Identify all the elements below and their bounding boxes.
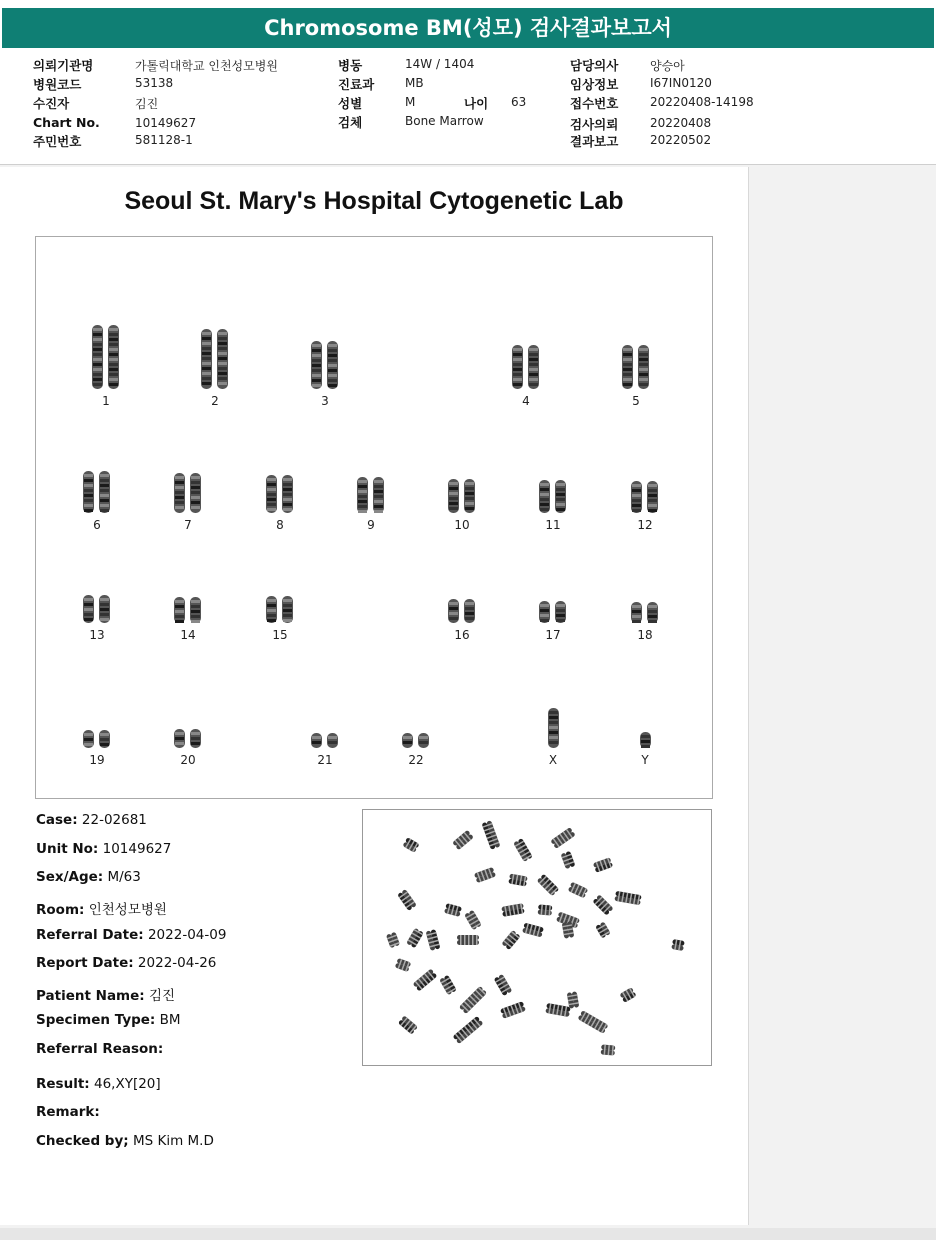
chromosome-label-21: 21 [317, 753, 333, 767]
metaphase-chromosome [444, 903, 462, 917]
metaphase-chromosome [578, 1010, 609, 1034]
metaphase-chromosome [397, 889, 417, 911]
chromosome-pair-6 [67, 471, 127, 532]
metaphase-chromosome [550, 827, 575, 849]
patient-info-panel [0, 48, 936, 165]
request-label: 검사의뢰 [570, 117, 619, 132]
specimen-value: Bone Marrow [405, 114, 484, 128]
result-row [36, 1076, 161, 1092]
chromosome-pair-2 [185, 329, 245, 408]
remark-row [36, 1104, 100, 1120]
chromosome-pair-4 [496, 345, 556, 408]
recipient-value: 김진 [135, 97, 159, 111]
metaphase-image [362, 809, 712, 1066]
sexage-value: M/63 [107, 869, 141, 885]
chromosome-label-16: 16 [454, 628, 470, 642]
chromosome-label-7: 7 [184, 518, 192, 532]
referral-date-row [36, 927, 226, 943]
metaphase-chromosome [398, 1015, 418, 1034]
metaphase-chromosome [501, 903, 524, 917]
chromosome-pair-14-image [170, 597, 206, 623]
chromosome-pair-11-image [535, 480, 571, 513]
specimen-label: 검체 [338, 115, 363, 130]
sexage-label: Sex/Age: [36, 869, 104, 885]
chromosome-label-22: 22 [408, 753, 424, 767]
metaphase-chromosome [426, 929, 441, 951]
chromosome-pair-4-image [508, 345, 544, 389]
karyogram [35, 236, 713, 799]
age-label: 나이 [464, 96, 489, 111]
chromosome-pair-X-image [535, 708, 571, 748]
chromosome-pair-9-image [353, 477, 389, 513]
metaphase-chromosome [439, 975, 457, 996]
chromosome-pair-15-image [262, 596, 298, 623]
chromosome-pair-16-image [444, 599, 480, 623]
metaphase-chromosome [459, 986, 487, 1014]
metaphase-chromosome [619, 987, 636, 1003]
title-bar [0, 0, 936, 48]
metaphase-chromosome [406, 928, 424, 949]
chromosome-label-20: 20 [180, 753, 196, 767]
case-row [36, 812, 147, 828]
receipt-value: 20220408-14198 [650, 95, 754, 109]
karyotype-report [0, 167, 749, 1225]
result-report-label: 결과보고 [570, 134, 619, 149]
metaphase-chromosome [592, 894, 613, 915]
chromosome-label-9: 9 [367, 518, 375, 532]
chromosome-label-10: 10 [454, 518, 470, 532]
chromosome-pair-5 [606, 345, 666, 408]
chromosome-pair-Y [615, 732, 675, 767]
chromosome-label-17: 17 [545, 628, 561, 642]
specimen-type-row [36, 1012, 181, 1028]
sex-label: 성별 [338, 96, 363, 111]
chromosome-pair-21 [295, 733, 355, 767]
metaphase-chromosome [601, 1044, 616, 1055]
metaphase-chromosome [595, 921, 611, 938]
chromosome-pair-22 [386, 733, 446, 767]
chromosome-label-19: 19 [89, 753, 105, 767]
report-date-label: Report Date: [36, 955, 134, 971]
chromosome-label-12: 12 [637, 518, 653, 532]
unit-row [36, 841, 171, 857]
case-label: Case: [36, 812, 78, 828]
metaphase-chromosome [395, 958, 412, 972]
metaphase-chromosome [567, 991, 580, 1008]
chromosome-pair-15 [250, 596, 310, 642]
referral-reason-label: Referral Reason: [36, 1041, 164, 1057]
metaphase-spread [363, 810, 711, 1065]
chromosome-pair-10 [432, 479, 492, 532]
chromosome-pair-7 [158, 473, 218, 532]
chromosome-pair-21-image [307, 733, 343, 748]
patient-label: Patient Name: [36, 988, 145, 1004]
metaphase-chromosome [494, 974, 513, 996]
dept-value: MB [405, 76, 424, 90]
sex-value: M [405, 95, 416, 109]
metaphase-chromosome [474, 867, 496, 883]
chromosome-label-Y: Y [641, 753, 649, 767]
specimen-type-value: BM [159, 1012, 181, 1028]
metaphase-chromosome [538, 904, 553, 915]
referral-date-label: Referral Date: [36, 927, 144, 943]
chromosome-pair-X [523, 708, 583, 767]
chromosome-pair-11 [523, 480, 583, 532]
metaphase-chromosome [593, 857, 613, 873]
chromosome-label-1: 1 [102, 394, 110, 408]
recipient-label: 수진자 [33, 96, 70, 111]
request-value: 20220408 [650, 116, 712, 130]
chromosome-pair-5-image [618, 345, 654, 389]
chromosome-pair-7-image [170, 473, 206, 513]
chromosome-pair-Y-image [627, 732, 663, 748]
metaphase-chromosome [413, 968, 438, 991]
institution-value: 가톨릭대학교 인천성모병원 [135, 59, 278, 73]
chart-label: Chart No. [33, 115, 100, 130]
chromosome-label-18: 18 [637, 628, 653, 642]
metaphase-chromosome [522, 923, 544, 938]
bottom-strip [0, 1228, 936, 1240]
report-date-value: 2022-04-26 [137, 955, 217, 971]
metaphase-chromosome [482, 820, 501, 850]
sexage-row [36, 869, 141, 885]
metaphase-chromosome [671, 939, 685, 951]
room-row [36, 898, 167, 918]
chromosome-pair-14 [158, 597, 218, 642]
result-label: Result: [36, 1076, 90, 1092]
clinical-label: 임상정보 [570, 77, 619, 92]
metaphase-chromosome [386, 932, 400, 949]
metaphase-chromosome [513, 838, 533, 862]
chromosome-pair-8 [250, 475, 310, 532]
metaphase-chromosome [568, 882, 589, 899]
checked-value: MS Kim M.D [132, 1133, 214, 1149]
dept-label: 진료과 [338, 77, 375, 92]
chromosome-pair-10-image [444, 479, 480, 513]
chromosome-pair-3 [295, 341, 355, 408]
chromosome-label-4: 4 [522, 394, 530, 408]
chromosome-pair-3-image [307, 341, 343, 389]
hospital-code-label: 병원코드 [33, 77, 82, 92]
age-value: 63 [511, 95, 527, 109]
room-value: 인천성모병원 [88, 902, 167, 918]
chromosome-pair-1-image [88, 325, 124, 389]
chromosome-pair-6-image [79, 471, 115, 513]
chromosome-pair-12-image [627, 481, 663, 513]
unit-value: 10149627 [102, 841, 172, 857]
remark-label: Remark: [36, 1104, 100, 1120]
lab-title: Seoul St. Mary's Hospital Cytogenetic Lab [124, 187, 624, 215]
chromosome-pair-19-image [79, 730, 115, 748]
chromosome-pair-19 [67, 730, 127, 767]
report-title: Chromosome BM(성모) 검사결과보고서 [2, 8, 934, 48]
unit-label: Unit No: [36, 841, 99, 857]
ward-value: 14W / 1404 [405, 57, 475, 71]
report-date-row [36, 955, 216, 971]
metaphase-chromosome [537, 874, 560, 897]
chromosome-label-8: 8 [276, 518, 284, 532]
receipt-label: 접수번호 [570, 96, 619, 111]
chromosome-pair-9 [341, 477, 401, 532]
chromosome-label-5: 5 [632, 394, 640, 408]
specimen-type-label: Specimen Type: [36, 1012, 156, 1028]
checked-row [36, 1133, 214, 1149]
chromosome-pair-1 [76, 325, 136, 408]
chromosome-label-11: 11 [545, 518, 561, 532]
chromosome-pair-20 [158, 729, 218, 767]
metaphase-chromosome [508, 874, 527, 887]
chromosome-pair-18-image [627, 602, 663, 623]
result-value: 46,XY[20] [93, 1076, 161, 1092]
hospital-code-value: 53138 [135, 76, 174, 90]
chromosome-pair-12 [615, 481, 675, 532]
doctor-value: 양승아 [650, 59, 685, 73]
chromosome-pair-17 [523, 601, 583, 642]
metaphase-chromosome [453, 1016, 484, 1044]
chromosome-label-13: 13 [89, 628, 105, 642]
result-report-value: 20220502 [650, 133, 712, 147]
metaphase-chromosome [561, 851, 576, 869]
metaphase-chromosome [500, 1001, 526, 1019]
checked-label: Checked by; [36, 1133, 129, 1149]
chromosome-pair-17-image [535, 601, 571, 623]
metaphase-chromosome [464, 910, 482, 931]
chromosome-pair-18 [615, 602, 675, 642]
clinical-value: I67IN0120 [650, 76, 712, 90]
metaphase-chromosome [614, 891, 641, 905]
chromosome-label-6: 6 [93, 518, 101, 532]
chromosome-label-2: 2 [211, 394, 219, 408]
doctor-label: 담당의사 [570, 58, 619, 73]
institution-label: 의뢰기관명 [33, 58, 94, 73]
chromosome-pair-20-image [170, 729, 206, 748]
chart-value: 10149627 [135, 116, 197, 130]
metaphase-chromosome [545, 1003, 570, 1017]
chromosome-label-3: 3 [321, 394, 329, 408]
chromosome-label-15: 15 [272, 628, 288, 642]
referral-date-value: 2022-04-09 [147, 927, 227, 943]
chromosome-label-14: 14 [180, 628, 196, 642]
metaphase-chromosome [452, 830, 474, 851]
metaphase-chromosome [457, 935, 479, 945]
chromosome-pair-13 [67, 595, 127, 642]
chromosome-pair-22-image [398, 733, 434, 748]
chromosome-pair-8-image [262, 475, 298, 513]
case-value: 22-02681 [81, 812, 147, 828]
room-label: Room: [36, 902, 85, 918]
ward-label: 병동 [338, 58, 363, 73]
chromosome-pair-13-image [79, 595, 115, 623]
chromosome-label-X: X [548, 753, 558, 767]
patient-value: 김진 [148, 988, 176, 1004]
chromosome-pair-16 [432, 599, 492, 642]
metaphase-chromosome [501, 930, 520, 950]
chromosome-pair-2-image [197, 329, 233, 389]
patient-row [36, 984, 175, 1004]
resident-value: 581128-1 [135, 133, 193, 147]
metaphase-chromosome [402, 837, 419, 853]
referral-reason-row [36, 1041, 163, 1057]
resident-label: 주민번호 [33, 134, 82, 149]
